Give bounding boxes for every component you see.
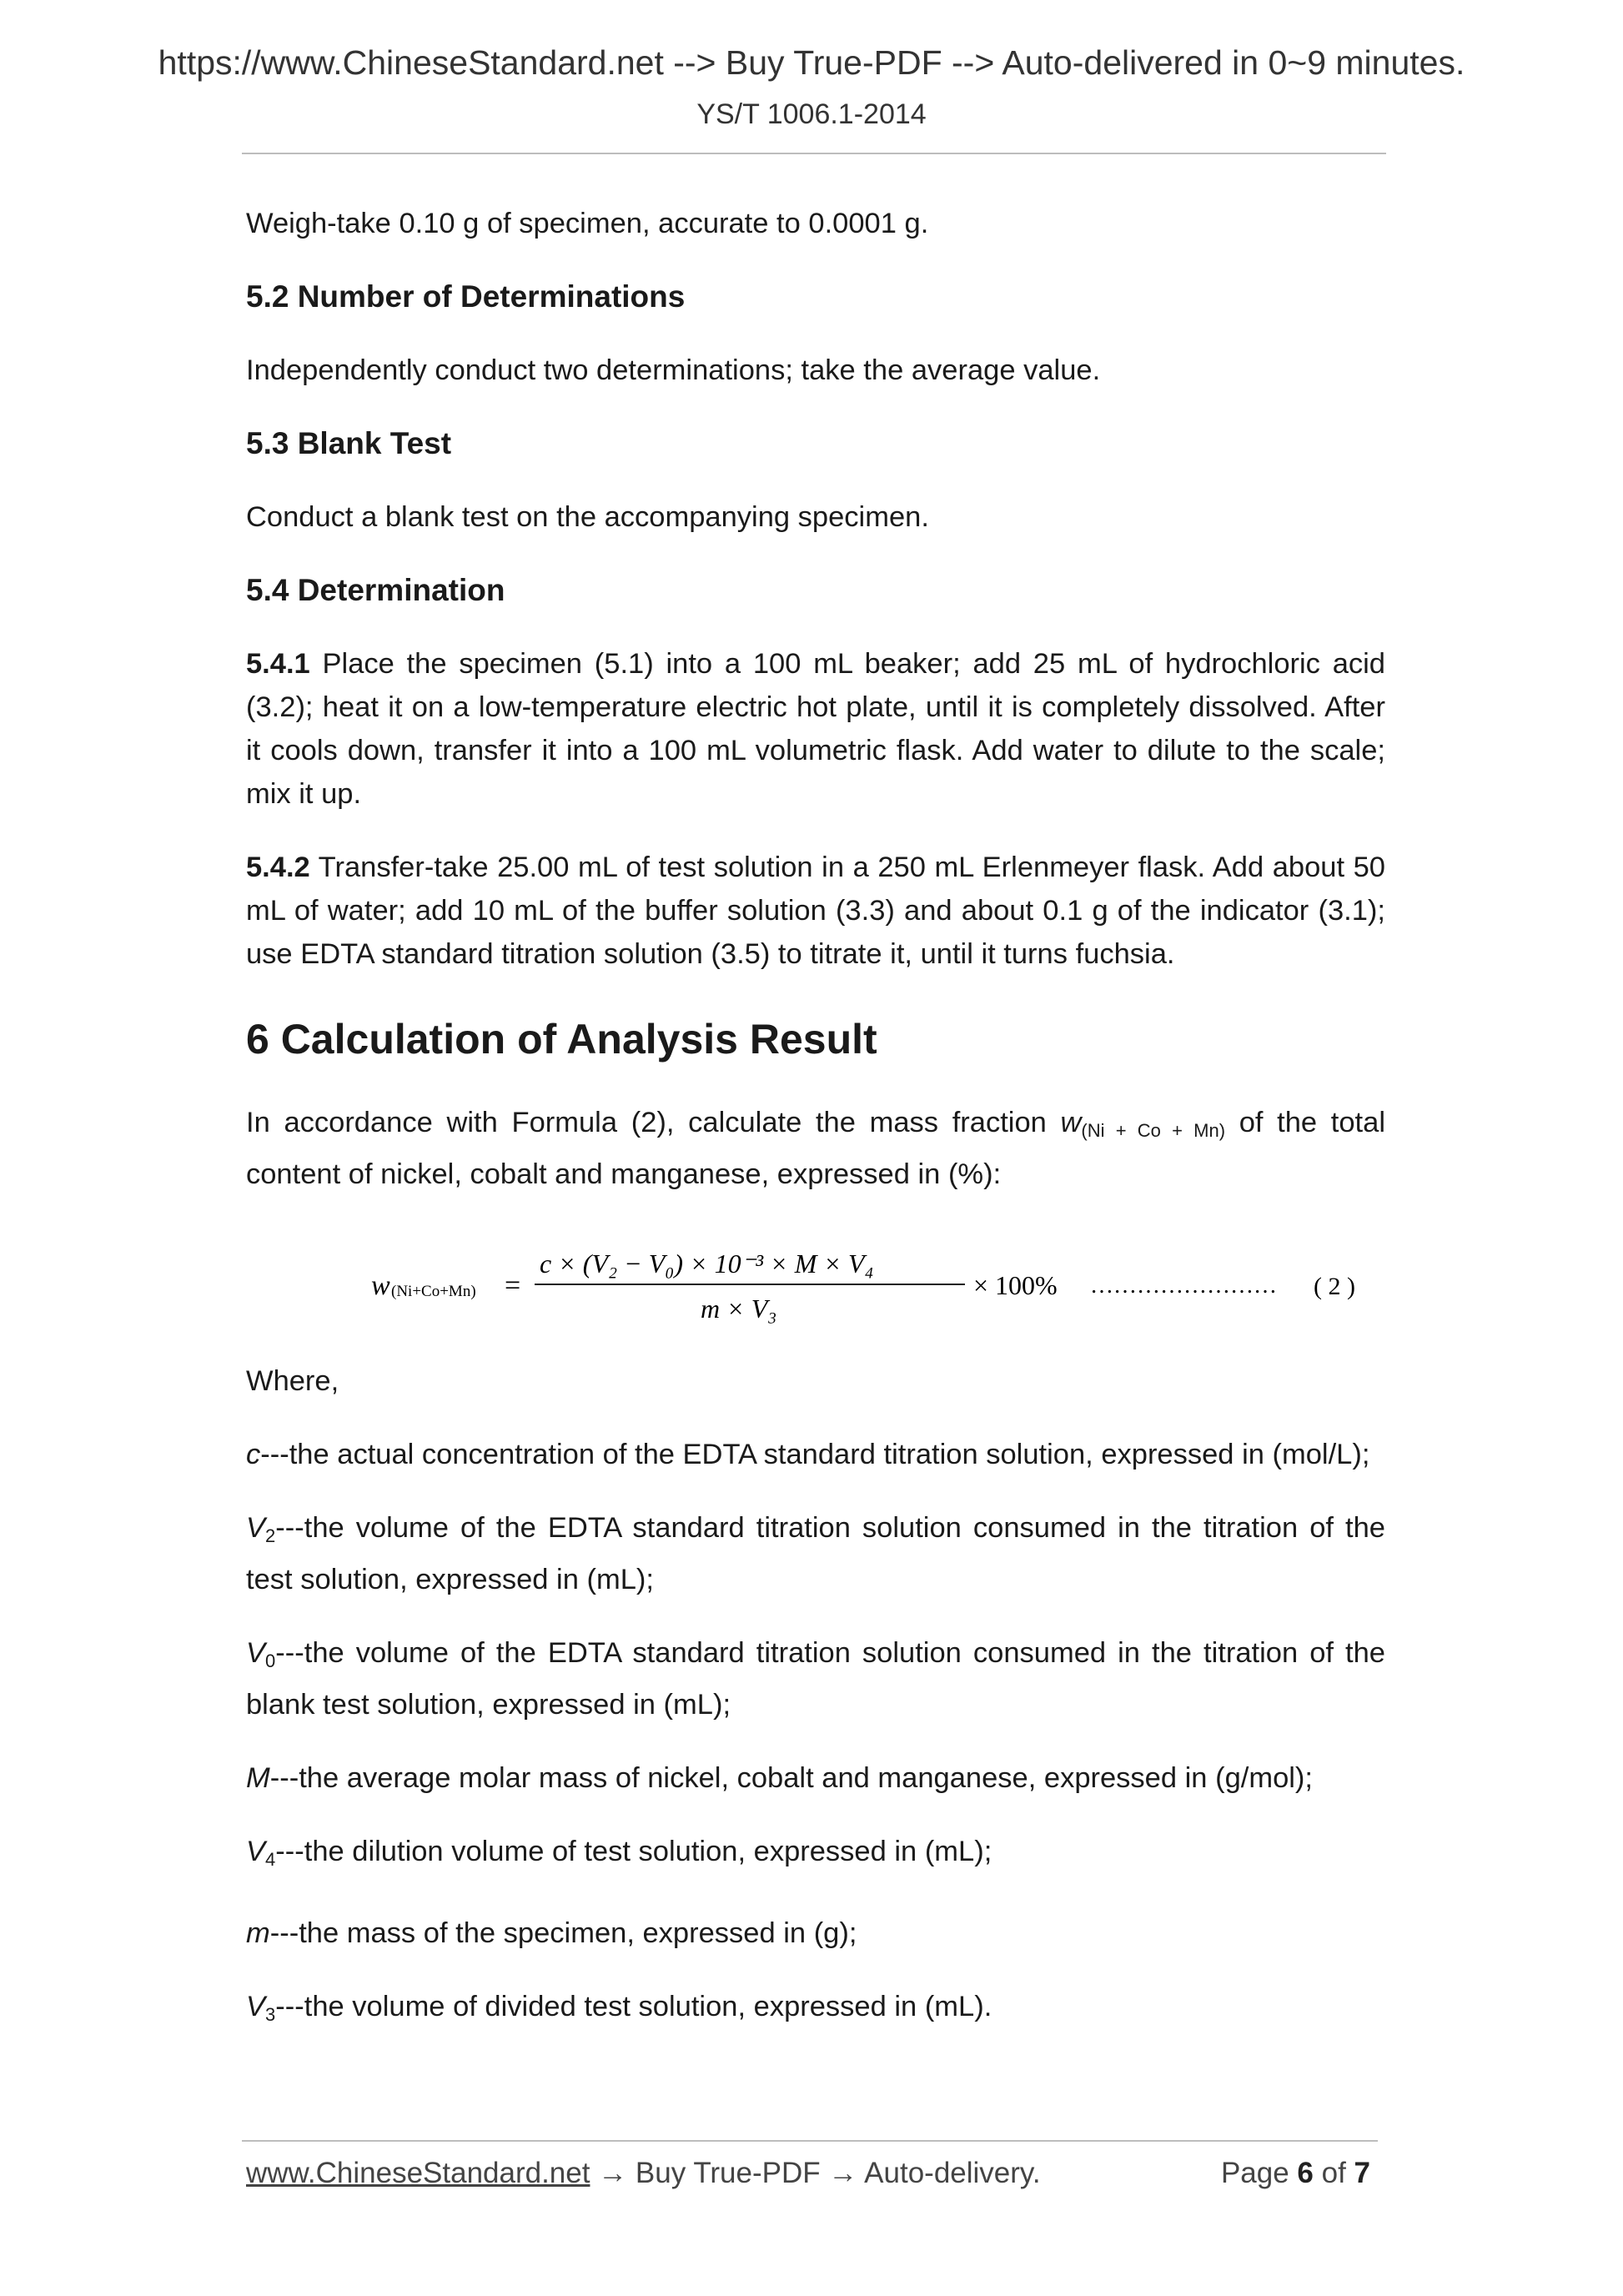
- intro-paragraph: Weigh-take 0.10 g of specimen, accurate to 0.0001 g.: [246, 208, 929, 239]
- clause-number: 5.4.2: [246, 852, 310, 883]
- definition-text: ---the dilution volume of test solution, expressed in (mL);: [275, 1836, 992, 1867]
- definition-text: ---the volume of the EDTA standard titration solution consumed in the titration of the blank test solution, expressed in (mL);: [246, 1637, 1385, 1721]
- formula-lhs-subscript: (Ni+Co+Mn): [391, 1283, 476, 1300]
- definition-text: ---the average molar mass of nickel, cobalt and manganese, expressed in (g/mol);: [269, 1762, 1314, 1794]
- definition-symbol: V: [246, 1836, 266, 1867]
- section-6-paragraph: [246, 1101, 1385, 1196]
- formula-numerator: c × (V₂ − V₀) × 10⁻³ × M × V₄: [540, 1248, 874, 1279]
- clause-text: Place the specimen (5.1) into a 100 mL beaker; add 25 mL of hydrochloric acid (3.2); heat it on a low-temperature electric hot plate, until it is completely dissolved. After it cools down, transfer it into a 100 mL volumetric flask. Add water to dilute to the scale; mix it up.: [246, 648, 1385, 810]
- definition-subscript: 2: [265, 1525, 276, 1546]
- footer-tagline: → Buy True-PDF → Auto-delivery.: [590, 2157, 1041, 2189]
- header-divider: [242, 153, 1386, 154]
- section-5-4-heading: 5.4 Determination: [246, 573, 505, 607]
- clause-text: Transfer-take 25.00 mL of test solution in a 250 mL Erlenmeyer flask. Add about 50 mL of water; add 10 mL of the buffer solution (3.3) and about 0.1 g of the indicator (3.1); use EDTA standard titration solution (3.5) to titrate it, until it turns fuchsia.: [246, 852, 1385, 970]
- definition-text: ---the volume of divided test solution, expressed in (mL).: [275, 1991, 992, 2022]
- definition-text: ---the actual concentration of the EDTA standard titration solution, expressed in (mol/L);: [260, 1439, 1370, 1470]
- definition-subscript: 3: [265, 2004, 276, 2025]
- text-run: In accordance with Formula (2), calculate the mass fraction: [246, 1107, 1061, 1138]
- formula-denominator: m × V₃: [701, 1294, 777, 1324]
- footer-site-link[interactable]: www.ChineseStandard.net: [246, 2157, 590, 2189]
- page-content: [246, 202, 1385, 2037]
- section-6-heading: 6 Calculation of Analysis Result: [246, 1016, 877, 1063]
- definition-item: [246, 1985, 1385, 2037]
- formula-2: [246, 1221, 1385, 1329]
- definition-symbol: c: [246, 1439, 261, 1470]
- section-5-2-text: Independently conduct two determinations; take the average value.: [246, 354, 1101, 386]
- page-number: [1221, 2157, 1370, 2190]
- symbol-w-subscript: (Ni + Co + Mn): [1081, 1120, 1226, 1141]
- definition-subscript: 0: [265, 1650, 276, 1671]
- section-5-3-heading: 5.3 Blank Test: [246, 426, 452, 460]
- clause-number: 5.4.1: [246, 648, 310, 680]
- header-url-line: https://www.ChineseStandard.net --> Buy True-PDF --> Auto-delivered in 0~9 minutes.: [158, 43, 1465, 82]
- definition-symbol: V: [246, 1637, 266, 1669]
- page-of: of: [1313, 2157, 1354, 2189]
- section-5-4-1-paragraph: [246, 642, 1385, 816]
- definition-symbol: m: [246, 1917, 270, 1949]
- definition-symbol: V: [246, 1512, 266, 1544]
- page-current: 6: [1297, 2157, 1314, 2189]
- definition-item: [246, 1756, 1385, 1800]
- definition-item: [246, 1631, 1385, 1726]
- definition-subscript: 4: [265, 1849, 276, 1870]
- section-5-3-text: Conduct a blank test on the accompanying specimen.: [246, 501, 929, 533]
- footer-left: [246, 2157, 1041, 2189]
- formula-times-percent: × 100%: [973, 1270, 1058, 1300]
- definition-symbol: M: [246, 1762, 270, 1794]
- page-label: Page: [1220, 2157, 1298, 2189]
- where-label: Where,: [246, 1365, 339, 1397]
- definition-item: [246, 1912, 1385, 1955]
- symbol-w: w: [1060, 1107, 1082, 1138]
- definition-item: [246, 1433, 1385, 1476]
- definition-text: ---the mass of the specimen, expressed in (g);: [269, 1917, 857, 1949]
- standard-code: YS/T 1006.1-2014: [696, 98, 927, 130]
- footer-divider: [242, 2140, 1378, 2142]
- page-footer: [246, 2157, 1377, 2190]
- formula-lhs-variable: w: [371, 1270, 390, 1301]
- definition-symbol: V: [246, 1991, 266, 2022]
- definition-item: [246, 1506, 1385, 1601]
- definition-text: ---the volume of the EDTA standard titration solution consumed in the titration of the test solution, expressed in (mL);: [246, 1512, 1385, 1595]
- formula-leader-dots: ……………………: [1090, 1273, 1277, 1299]
- formula-equals: =: [505, 1270, 521, 1301]
- text-run: of the total content of nickel, cobalt and manganese, expressed in (%):: [246, 1107, 1385, 1190]
- formula-number: ( 2 ): [1314, 1273, 1355, 1300]
- page-total: 7: [1354, 2157, 1370, 2189]
- definition-list: [246, 1433, 1385, 2037]
- definition-item: [246, 1830, 1385, 1882]
- formula-graphic: [371, 1221, 1389, 1329]
- section-5-4-2-paragraph: [246, 846, 1385, 976]
- section-5-2-heading: 5.2 Number of Determinations: [246, 279, 686, 314]
